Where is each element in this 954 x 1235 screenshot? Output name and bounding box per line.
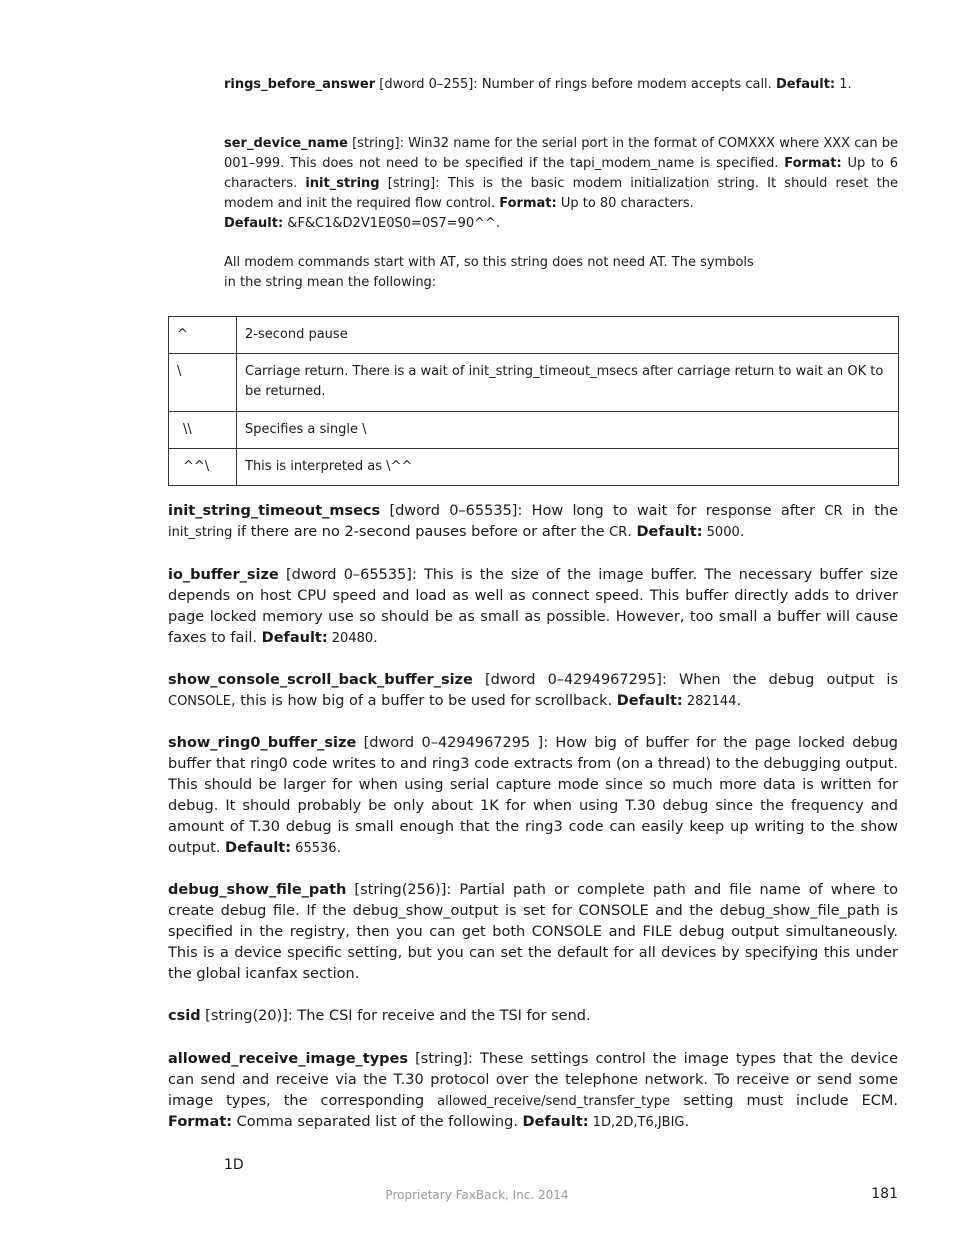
footer-text: Proprietary FaxBack, Inc. 2014 — [385, 1188, 569, 1202]
term-label: rings_before_answer — [224, 77, 376, 92]
table-row — [169, 317, 899, 354]
term-label: show_ring0_buffer_size — [168, 735, 357, 751]
paragraph-allowed-receive-image-types: allowed_receive_image_types [string]: These settings control the image types that the device can send and receive via the T.30 protocol over the telephone network. To receive or send some image types, the corresponding allowed_receive/send_transfer_type setting must include ECM. Format: Comma separated list of the following. Default: 1D,2D,T6,JBIG. — [168, 1051, 898, 1130]
paragraph-io-buffer-size: io_buffer_size [dword 0–65535]: This is the size of the image buffer. The necessary buffer size depends on host CPU speed and load as well as connect speed. This buffer directly adds to driver page locked memory use so should be as small as possible. However, too small a buffer will cause faxes to fail. Default: 20480. — [168, 567, 898, 646]
table-row — [169, 354, 899, 412]
paragraph-debug-show-file-path: debug_show_file_path [string(256)]: Partial path or complete path and file name of where to create debug file. If the debug_show_output is set for CONSOLE and the debug_show_file_path is specified in the registry, then you can get both CONSOLE and FILE debug output simultaneously. This is a device specific setting, but you can set the default for all devices by specifying this under the global icanfax section. — [168, 882, 898, 982]
term-label: ser_device_name — [224, 136, 348, 151]
term-label: allowed_receive_image_types — [168, 1051, 409, 1067]
term-label: debug_show_file_path — [168, 882, 347, 898]
symbol-cell: \\ — [169, 412, 237, 449]
table-row — [169, 412, 899, 449]
paragraph-ser-device-name: ser_device_name [string]: Win32 name for the serial port in the format of COMXXX where XXX can be 001–999. This does not need to be specified if the tapi_modem_name is specified. Format: Up to 6 characters. init_string [string]: This is the basic modem initialization string. It should reset the modem and init the required flow control. Format: Up to 80 characters. Default: &F&C1&D2V1E0S0=0S7=90^^. — [224, 136, 898, 231]
list-item-1d: 1D — [224, 1157, 244, 1173]
symbol-cell: \ — [169, 354, 237, 412]
description-cell: This is interpreted as \^^ — [237, 449, 899, 486]
table-row — [169, 449, 899, 486]
description-cell: Specifies a single \ — [237, 412, 899, 449]
paragraph-rings-before-answer: rings_before_answer [dword 0–255]: Number of rings before modem accepts call. Default: 1. — [224, 77, 852, 92]
term-label: csid — [168, 1008, 201, 1024]
term-label: init_string_timeout_msecs — [168, 503, 381, 519]
symbols-table — [168, 316, 899, 486]
page-number: 181 — [871, 1186, 898, 1202]
paragraph-show-console-buffer: show_console_scroll_back_buffer_size [dword 0–4294967295]: When the debug output is CONSOLE, this is how big of a buffer to be used for scrollback. Default: 282144. — [168, 672, 898, 709]
paragraph-modem-commands: All modem commands start with AT, so this string does not need AT. The symbols in the string mean the following: — [224, 255, 754, 290]
paragraph-csid: csid [string(20)]: The CSI for receive and the TSI for send. — [168, 1008, 591, 1024]
term-label: io_buffer_size — [168, 567, 279, 583]
symbol-cell: ^ — [169, 317, 237, 354]
term-label: init_string — [305, 176, 380, 191]
paragraph-show-ring0-buffer: show_ring0_buffer_size [dword 0–4294967295 ]: How big of buffer for the page locked debug buffer that ring0 code writes to and ring3 code extracts from (on a thread) to the debugging output. This should be larger for when using serial capture mode since so much more data is written for debug. It should probably be only about 1K for when using T.30 debug since the frequency and amount of T.30 debug is small enough that the ring3 code can easily keep up writing to the show output. Default: 65536. — [168, 735, 898, 856]
term-label: show_console_scroll_back_buffer_size — [168, 672, 473, 688]
description-cell: Carriage return. There is a wait of init_string_timeout_msecs after carriage return to wait an OK to be returned. — [237, 354, 899, 412]
description-cell: 2-second pause — [237, 317, 899, 354]
symbol-cell: ^^\ — [169, 449, 237, 486]
paragraph-init-string-timeout: init_string_timeout_msecs [dword 0–65535]: How long to wait for response after CR in the init_string if there are no 2-second pauses before or after the CR. Default: 5000. — [168, 503, 899, 540]
